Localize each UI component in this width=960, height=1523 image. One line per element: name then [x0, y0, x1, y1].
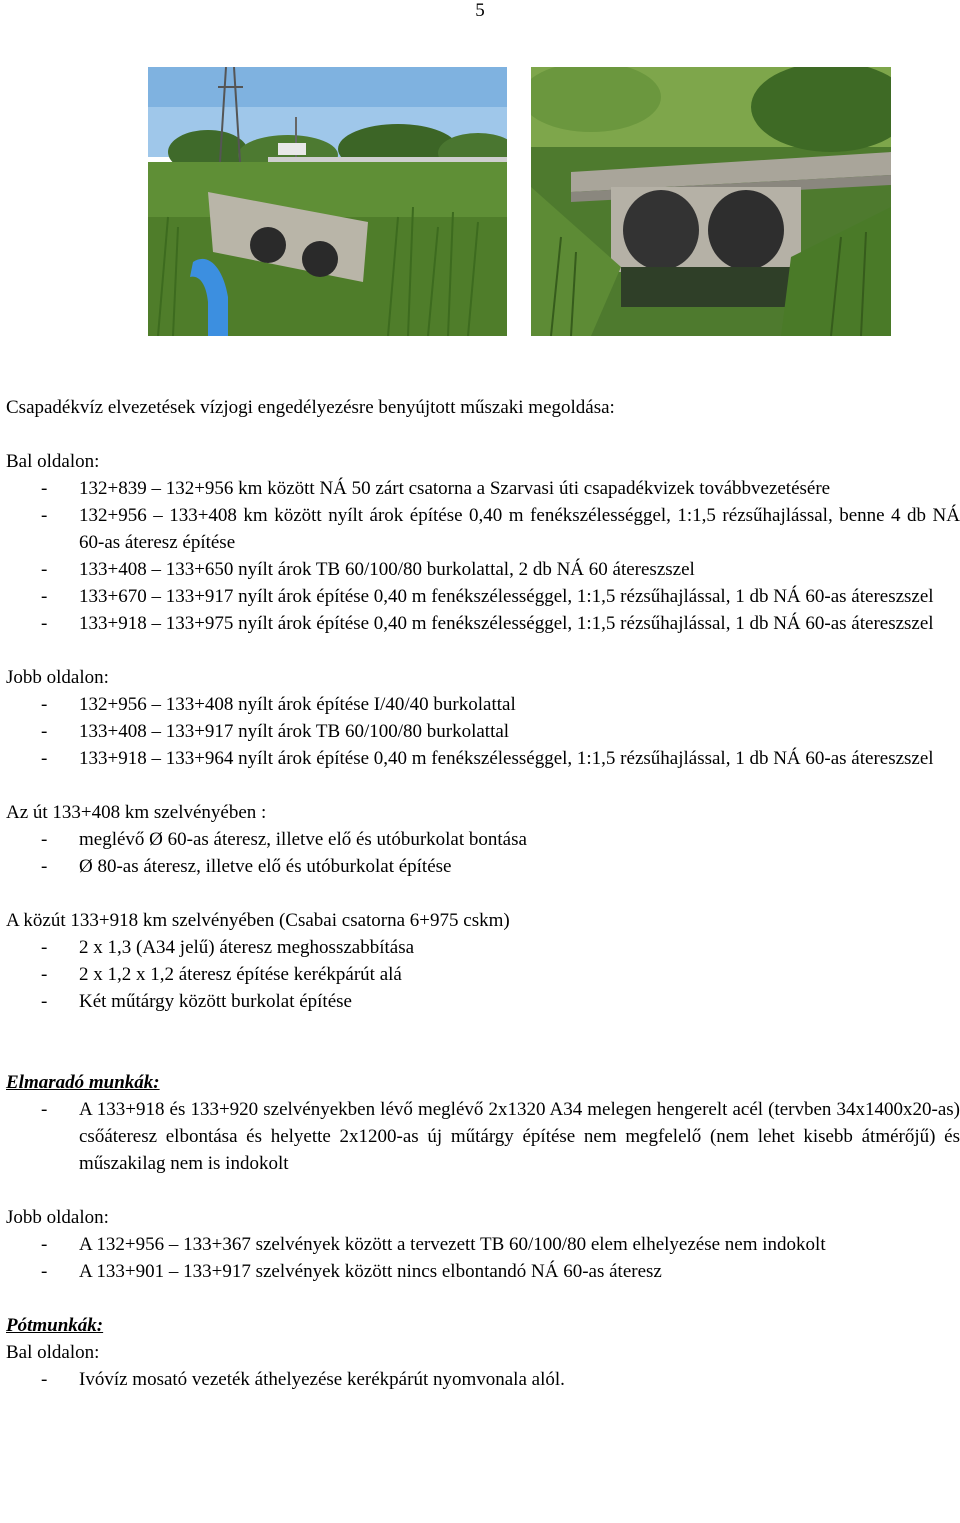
list-item: - 132+956 – 133+408 km között nyílt árok építése 0,40 m fenékszélességgel, 1:1,5 rézsűhajlással, benne 4 db NÁ 60-as áteresz építése [6, 502, 960, 556]
section-heading: Bal oldalon: [6, 451, 100, 472]
list-item: - A 133+901 – 133+917 szelvények között nincs elbontandó NÁ 60-as áteresz [6, 1258, 960, 1285]
section-heading: Jobb oldalon: [6, 667, 109, 688]
section-jobb-oldalon-2 [6, 1204, 960, 1285]
section-heading-wrap [6, 1312, 960, 1339]
list-item: - 133+670 – 133+917 nyílt árok építése 0,40 m fenékszélességgel, 1:1,5 rézsűhajlással, 1 db NÁ 60-as átereszszel [6, 583, 960, 610]
section-heading: Pótmunkák: [6, 1315, 104, 1336]
section-heading: A közút 133+918 km szelvényében (Csabai csatorna 6+975 cskm) [6, 910, 510, 931]
list-item: - 133+918 – 133+975 nyílt árok építése 0,40 m fenékszélességgel, 1:1,5 rézsűhajlással, 1 db NÁ 60-as átereszszel [6, 610, 960, 637]
section-heading: Az út 133+408 km szelvényében : [6, 802, 267, 823]
section-subheading: Bal oldalon: [6, 1342, 100, 1363]
section-heading: Jobb oldalon: [6, 1207, 109, 1228]
list-item: - A 132+956 – 133+367 szelvények között a tervezett TB 60/100/80 elem elhelyezése nem indokolt [6, 1231, 960, 1258]
section-heading-wrap [6, 1069, 960, 1096]
section-potmunkak [6, 1312, 960, 1393]
section-elmarado-munkak [6, 1069, 960, 1177]
document-body [6, 394, 960, 1393]
list-item: - 2 x 1,2 x 1,2 áteresz építése kerékpárút alá [6, 961, 960, 988]
list-item: - Ivóvíz mosató vezeték áthelyezése kerékpárút nyomvonala alól. [6, 1366, 960, 1393]
section-jobb-oldalon-1 [6, 664, 960, 772]
list-item: - Két műtárgy között burkolat építése [6, 988, 960, 1015]
list-item: - meglévő Ø 60-as áteresz, illetve elő és utóburkolat bontása [6, 826, 960, 853]
page-number: 5 [475, 0, 485, 21]
list-item: - 133+408 – 133+650 nyílt árok TB 60/100/80 burkolattal, 2 db NÁ 60 átereszszel [6, 556, 960, 583]
section-kozut-szelveny [6, 907, 960, 1015]
list-item: - 133+408 – 133+917 nyílt árok TB 60/100/80 burkolattal [6, 718, 960, 745]
list-item: - 2 x 1,3 (A34 jelű) áteresz meghosszabbítása [6, 934, 960, 961]
list-item: - 133+918 – 133+964 nyílt árok építése 0,40 m fenékszélességgel, 1:1,5 rézsűhajlással, 1 db NÁ 60-as átereszszel [6, 745, 960, 772]
photo-culvert-pipe-icon [148, 67, 507, 336]
list-item: - 132+839 – 132+956 km között NÁ 50 zárt csatorna a Szarvasi úti csapadékvizek továbbvezetésére [6, 475, 960, 502]
section-bal-oldalon-1 [6, 448, 960, 637]
section-ut-szelveny [6, 799, 960, 880]
photo-bridge-culvert-icon [531, 67, 891, 336]
list-item: - 132+956 – 133+408 nyílt árok építése I/40/40 burkolattal [6, 691, 960, 718]
list-item: - Ø 80-as áteresz, illetve elő és utóburkolat építése [6, 853, 960, 880]
intro-text: Csapadékvíz elvezetések vízjogi engedélyezésre benyújtott műszaki megoldása: [6, 397, 615, 418]
list-item: - A 133+918 és 133+920 szelvényekben lévő meglévő 2x1320 A34 melegen hengerelt acél (tervben 34x1400x20-as) csőáteresz elbontása és helyette 2x1200-as új műtárgy építése nem megfelelő (nem lehet kisebb átmérőjű) és műszakilag nem is indokolt [6, 1096, 960, 1177]
section-heading: Elmaradó munkák: [6, 1072, 160, 1093]
